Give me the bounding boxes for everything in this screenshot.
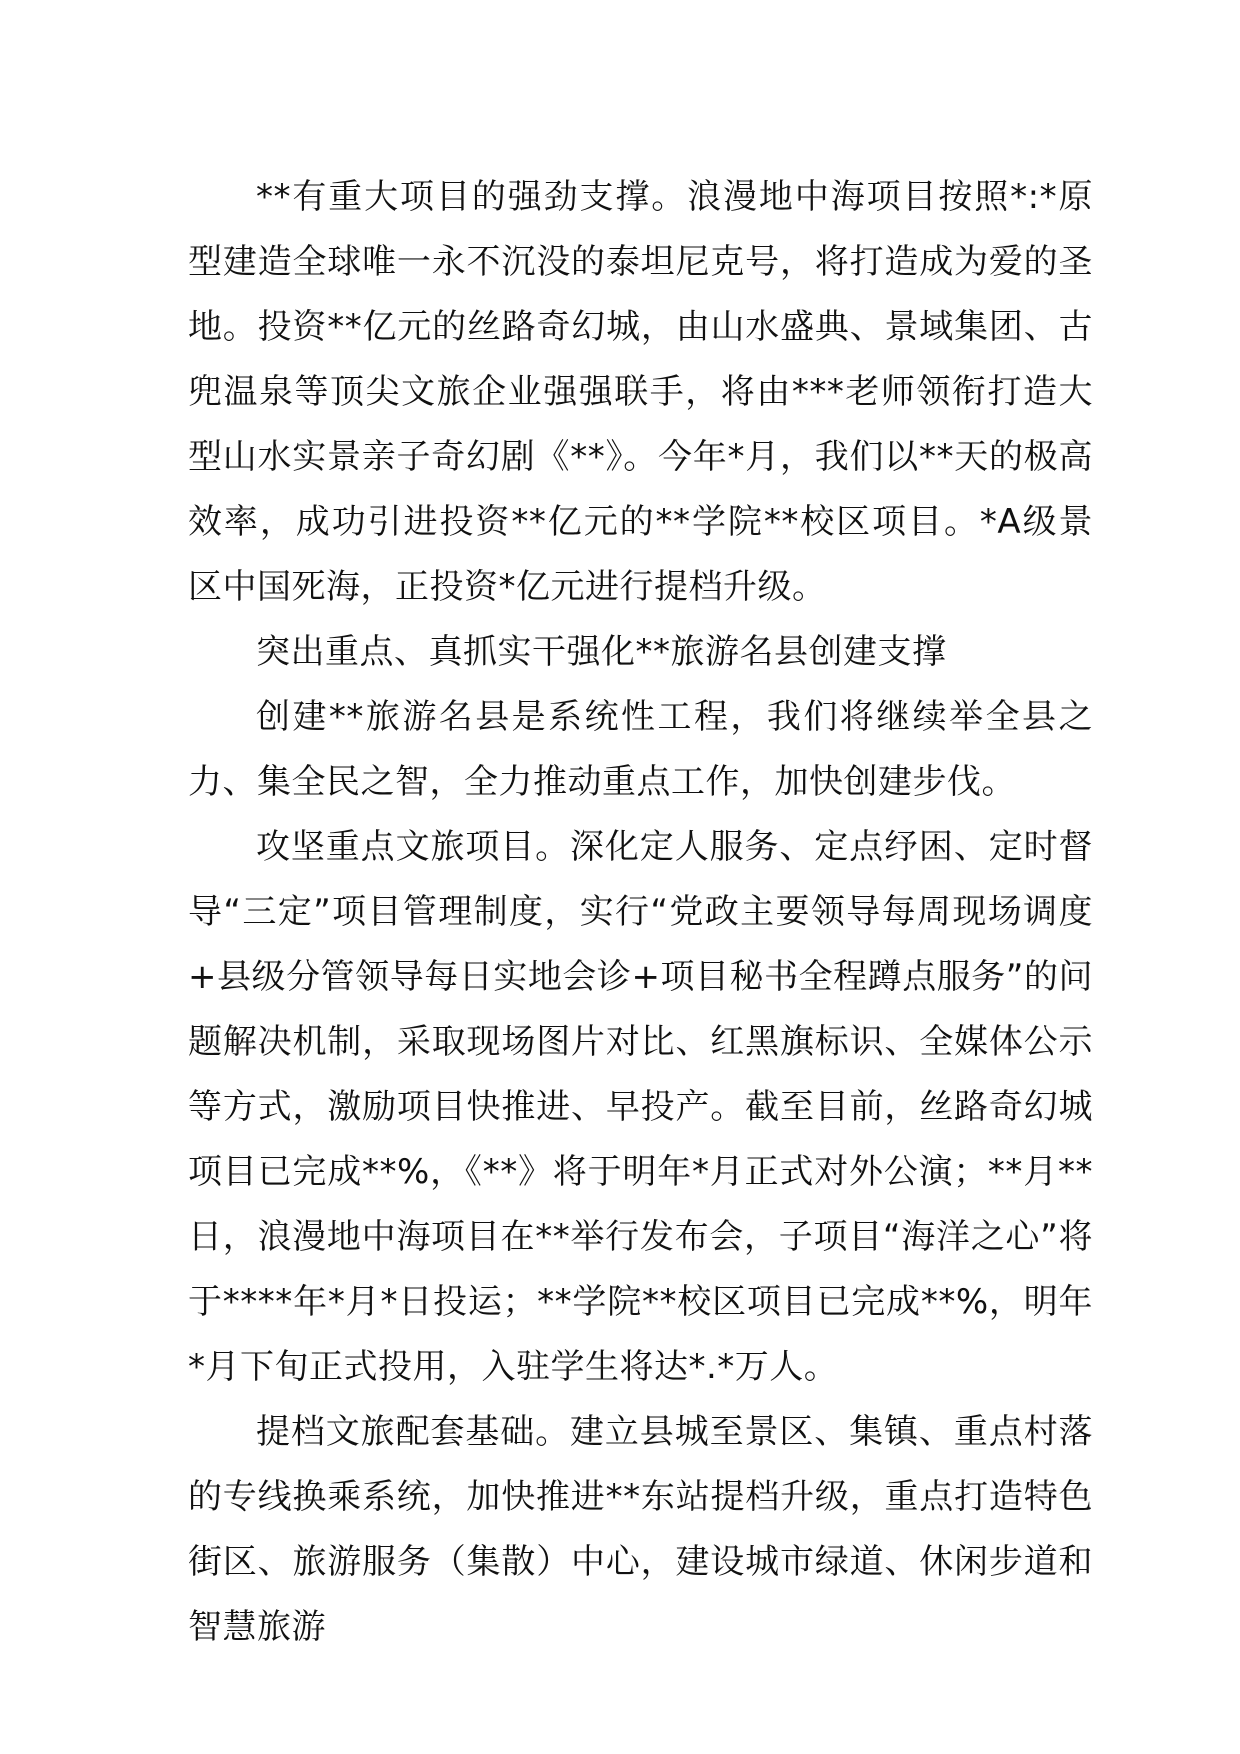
paragraph-key-projects: 攻坚重点文旅项目。深化定人服务、定点纾困、定时督导“三定”项目管理制度，实行“党政主要领导每周现场调度+县级分管领导每日实地会诊+项目秘书全程蹲点服务”的问题解决机制，采取现场图片对比、红黑旗标识、全媒体公示等方式，激励项目快推进、早投产。截至目前，丝路奇幻城项目已完成**%，《**》将于明年*月正式对外公演；**月**日，浪漫地中海项目在**举行发布会，子项目“海洋之心”将于****年*月*日投运；**学院**校区项目已完成**%，明年*月下旬正式投用，入驻学生将达*.*万人。	[188, 827, 1093, 1387]
section-heading: 突出重点、真抓实干强化**旅游名县创建支撑	[256, 632, 947, 672]
paragraph-creation-intro: 创建**旅游名县是系统性工程，我们将继续举全县之力、集全民之智，全力推动重点工作，加快创建步伐。	[188, 697, 1093, 802]
document-body	[188, 165, 1093, 1660]
paragraph-major-projects: **有重大项目的强劲支撑。浪漫地中海项目按照*:*原型建造全球唯一永不沉没的泰坦尼克号，将打造成为爱的圣地。投资**亿元的丝路奇幻城，由山水盛典、景域集团、古兜温泉等顶尖文旅企业强强联手，将由***老师领衔打造大型山水实景亲子奇幻剧《**》。今年*月，我们以**天的极高效率，成功引进投资**亿元的**学院**校区项目。*A级景区中国死海，正投资*亿元进行提档升级。	[188, 177, 1093, 607]
paragraph-supporting-infrastructure: 提档文旅配套基础。建立县城至景区、集镇、重点村落的专线换乘系统，加快推进**东站提档升级，重点打造特色街区、旅游服务（集散）中心，建设城市绿道、休闲步道和智慧旅游	[188, 1412, 1093, 1647]
